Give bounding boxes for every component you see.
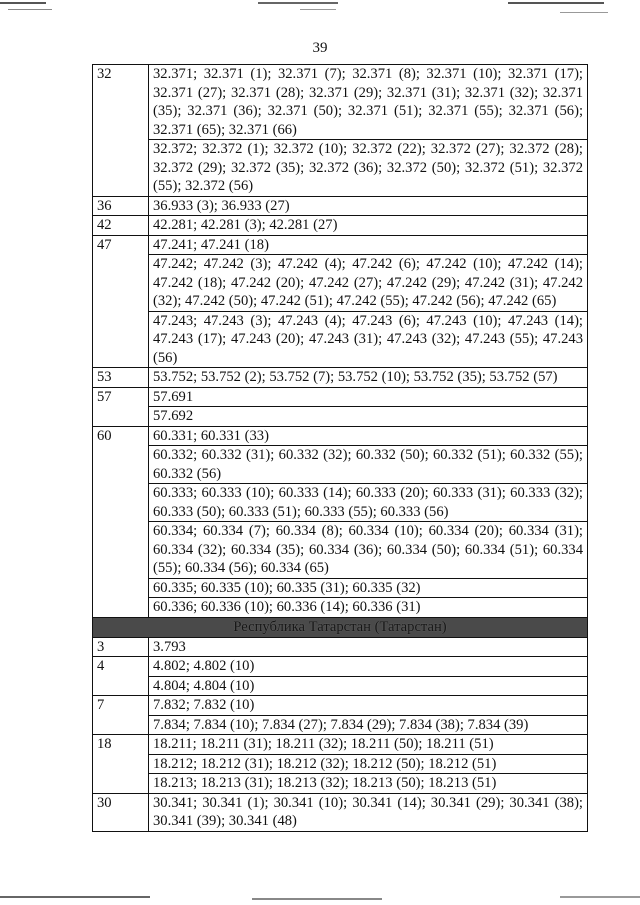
table-row [93,216,588,236]
table-row [93,598,588,618]
code-list: 60.332; 60.332 (31); 60.332 (32); 60.332 (50); 60.332 (51); 60.332 (55); 60.332 (56) [149,446,588,484]
table-row [93,774,588,794]
table-row [93,65,588,140]
section-title: Республика Татарстан (Татарстан) [93,617,588,637]
group-number: 30 [93,793,149,831]
code-list: 57.692 [149,407,588,427]
code-list: 18.211; 18.211 (31); 18.211 (32); 18.211 (50); 18.211 (51) [149,735,588,755]
table-row [93,311,588,368]
group-number: 36 [93,196,149,216]
codes-table [92,64,588,832]
code-list: 60.331; 60.331 (33) [149,426,588,446]
table-row [93,255,588,312]
code-list: 60.335; 60.335 (10); 60.335 (31); 60.335 (32) [149,578,588,598]
code-list: 7.832; 7.832 (10) [149,696,588,716]
code-list: 60.334; 60.334 (7); 60.334 (8); 60.334 (10); 60.334 (20); 60.334 (31); 60.334 (32); 60.334 (35); 60.334 (36); 60.334 (50); 60.334 (51); 60.334 (55); 60.334 (56); 60.334 (65) [149,522,588,579]
code-list: 47.243; 47.243 (3); 47.243 (4); 47.243 (6); 47.243 (10); 47.243 (14); 47.243 (17); 47.243 (20); 47.243 (31); 47.243 (32); 47.243 (55); 47.243 (56) [149,311,588,368]
code-list: 60.336; 60.336 (10); 60.336 (14); 60.336 (31) [149,598,588,618]
code-list: 42.281; 42.281 (3); 42.281 (27) [149,216,588,236]
section-header-row [93,617,588,637]
group-number: 42 [93,216,149,236]
group-number: 60 [93,426,149,617]
table-row [93,484,588,522]
code-list: 32.371; 32.371 (1); 32.371 (7); 32.371 (8); 32.371 (10); 32.371 (17); 32.371 (27); 32.371 (28); 32.371 (29); 32.371 (31); 32.371 (32); 32.371 (35); 32.371 (36); 32.371 (50); 32.371 (51); 32.371 (55); 32.371 (56); 32.371 (65); 32.371 (66) [149,65,588,140]
code-list: 4.804; 4.804 (10) [149,676,588,696]
table-row [93,696,588,716]
group-number: 7 [93,696,149,735]
page-number: 39 [312,40,328,56]
table-row [93,140,588,197]
code-list: 32.372; 32.372 (1); 32.372 (10); 32.372 (22); 32.372 (27); 32.372 (28); 32.372 (29); 32.372 (35); 32.372 (36); 32.372 (50); 32.372 (51); 32.372 (55); 32.372 (56) [149,140,588,197]
table-row [93,637,588,657]
code-list: 4.802; 4.802 (10) [149,657,588,677]
table-row [93,407,588,427]
section-body [93,617,588,637]
table-row [93,735,588,755]
table-row [93,446,588,484]
code-list: 18.212; 18.212 (31); 18.212 (32); 18.212 (50); 18.212 (51) [149,754,588,774]
code-list: 53.752; 53.752 (2); 53.752 (7); 53.752 (10); 53.752 (35); 53.752 (57) [149,368,588,388]
group-number: 18 [93,735,149,794]
group-number: 53 [93,368,149,388]
table-row [93,368,588,388]
scan-artifact-top [0,0,640,26]
group-number: 4 [93,657,149,696]
code-list: 57.691 [149,387,588,407]
table-body-before [93,65,588,618]
table-row [93,578,588,598]
group-number: 47 [93,235,149,368]
code-list: 3.793 [149,637,588,657]
group-number: 57 [93,387,149,426]
table-row [93,793,588,831]
code-list: 60.333; 60.333 (10); 60.333 (14); 60.333 (20); 60.333 (31); 60.333 (32); 60.333 (50); 60.333 (51); 60.333 (55); 60.333 (56) [149,484,588,522]
table-row [93,426,588,446]
table-row [93,522,588,579]
code-list: 47.241; 47.241 (18) [149,235,588,255]
table-row [93,676,588,696]
table-row [93,196,588,216]
group-number: 32 [93,65,149,197]
code-list: 36.933 (3); 36.933 (27) [149,196,588,216]
group-number: 3 [93,637,149,657]
table-row [93,754,588,774]
code-list: 47.242; 47.242 (3); 47.242 (4); 47.242 (6); 47.242 (10); 47.242 (14); 47.242 (18); 47.242 (20); 47.242 (27); 47.242 (29); 47.242 (31); 47.242 (32); 47.242 (50); 47.242 (51); 47.242 (55); 47.242 (56); 47.242 (65) [149,255,588,312]
scan-artifact-bottom [0,896,640,905]
table-row [93,387,588,407]
code-list: 18.213; 18.213 (31); 18.213 (32); 18.213 (50); 18.213 (51) [149,774,588,794]
table-body-after [93,637,588,831]
table-row [93,715,588,735]
code-list: 30.341; 30.341 (1); 30.341 (10); 30.341 (14); 30.341 (29); 30.341 (38); 30.341 (39); 30.341 (48) [149,793,588,831]
table-row [93,235,588,255]
code-list: 7.834; 7.834 (10); 7.834 (27); 7.834 (29); 7.834 (38); 7.834 (39) [149,715,588,735]
table-row [93,657,588,677]
